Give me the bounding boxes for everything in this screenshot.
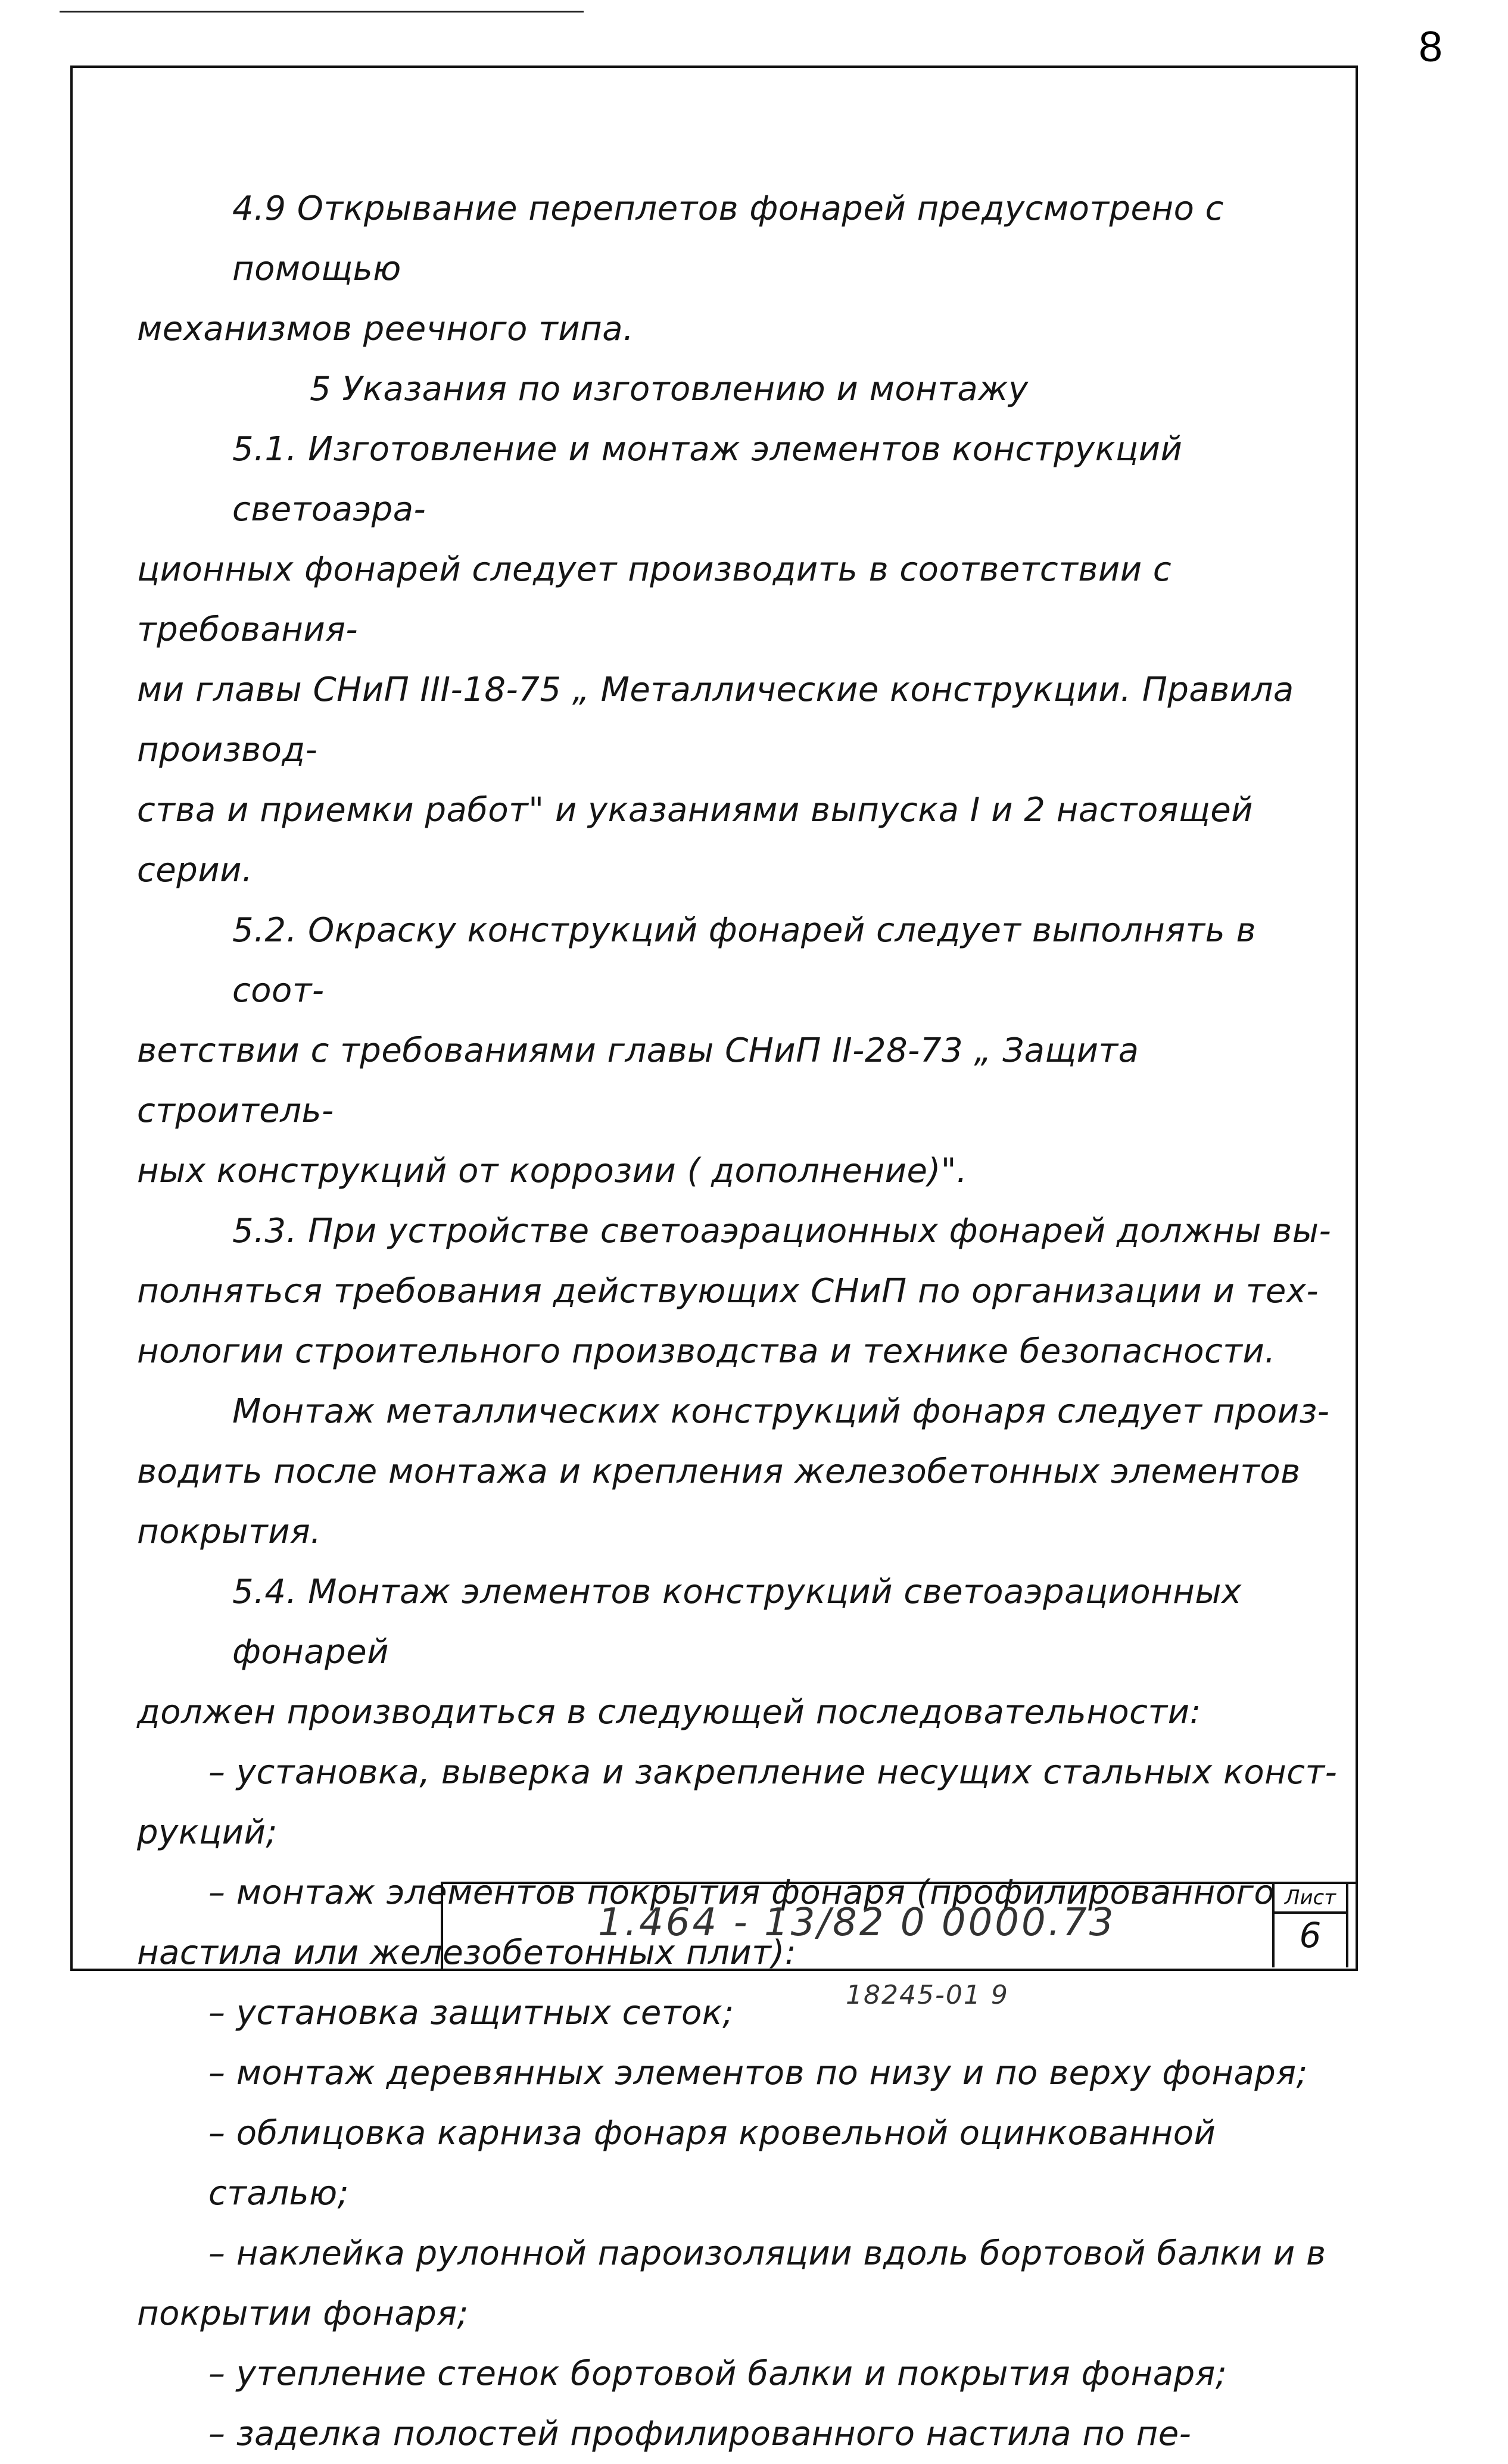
archive-number: 18245-01 9 — [846, 1980, 1009, 2010]
text-line: механизмов реечного типа. — [137, 310, 634, 348]
text-line: водить после монтажа и крепления железобетонных элементов покрытия. — [137, 1452, 1301, 1551]
sheet-label: Лист — [1275, 1884, 1346, 1914]
text-line: нологии строительного производства и технике безопасности. — [137, 1332, 1276, 1371]
text-line: 4.9 Открывание переплетов фонарей предусмотрено с помощью — [232, 189, 1224, 288]
section-heading: 5 Указания по изготовлению и монтажу — [310, 370, 1029, 408]
text-line: рукций; — [137, 1813, 278, 1852]
list-item: – утепление стенок бортовой балки и покрытия фонаря; — [208, 2354, 1227, 2393]
title-block — [441, 1882, 1358, 1971]
list-item: – установка, выверка и закрепление несущих стальных конст- — [208, 1753, 1338, 1792]
text-line: ветствии с требованиями главы СНиП II-28-73 „ Защита строитель- — [137, 1031, 1139, 1130]
text-line: 5.3. При устройстве светоаэрационных фонарей должны вы- — [232, 1212, 1332, 1250]
text-line: ных конструкций от коррозии ( дополнение)". — [137, 1152, 968, 1190]
list-item: – монтаж деревянных элементов по низу и по верху фонаря; — [208, 2054, 1308, 2092]
text-line: должен производиться в следующей последовательности: — [137, 1693, 1201, 1732]
page-number: 8 — [1418, 23, 1442, 71]
sheet-number: 6 — [1299, 1915, 1322, 1955]
list-item: – облицовка карниза фонаря кровельной оцинкованной сталью; — [208, 2114, 1216, 2213]
list-item: – заделка полостей профилированного настила по пе- — [208, 2415, 1192, 2453]
top-rule — [60, 11, 584, 13]
text-line: ми главы СНиП III-18-75 „ Металлические конструкции. Правила производ- — [137, 670, 1294, 769]
text-line: настила или железобетонных плит): — [137, 1933, 797, 1972]
list-item: – наклейка рулонной пароизоляции вдоль бортовой балки и в — [208, 2234, 1326, 2273]
sheet-cell — [1272, 1884, 1348, 1967]
text-line: 5.2. Окраску конструкций фонарей следует выполнять в соот- — [232, 911, 1256, 1010]
list-item: – монтаж элементов покрытия фонаря (профилированного — [208, 1873, 1275, 1912]
list-item: – установка защитных сеток; — [208, 1994, 734, 2032]
text-line: 5.4. Монтаж элементов конструкций светоаэрационных фонарей — [232, 1573, 1242, 1671]
text-line: Монтаж металлических конструкций фонаря следует произ- — [232, 1392, 1330, 1431]
text-line: ства и приемки работ" и указаниями выпуска I и 2 настоящей серии. — [137, 791, 1254, 890]
text-line: 5.1. Изготовление и монтаж элементов конструкций светоаэра- — [232, 430, 1183, 529]
text-line: полняться требования действующих СНиП по организации и тех- — [137, 1272, 1319, 1311]
document-body — [137, 179, 1346, 2464]
document-code: 1.464 - 13/82 0 0000.73 — [598, 1901, 1116, 1945]
text-line: покрытии фонаря; — [137, 2294, 469, 2333]
text-line: ционных фонарей следует производить в соответствии с требования- — [137, 550, 1172, 649]
